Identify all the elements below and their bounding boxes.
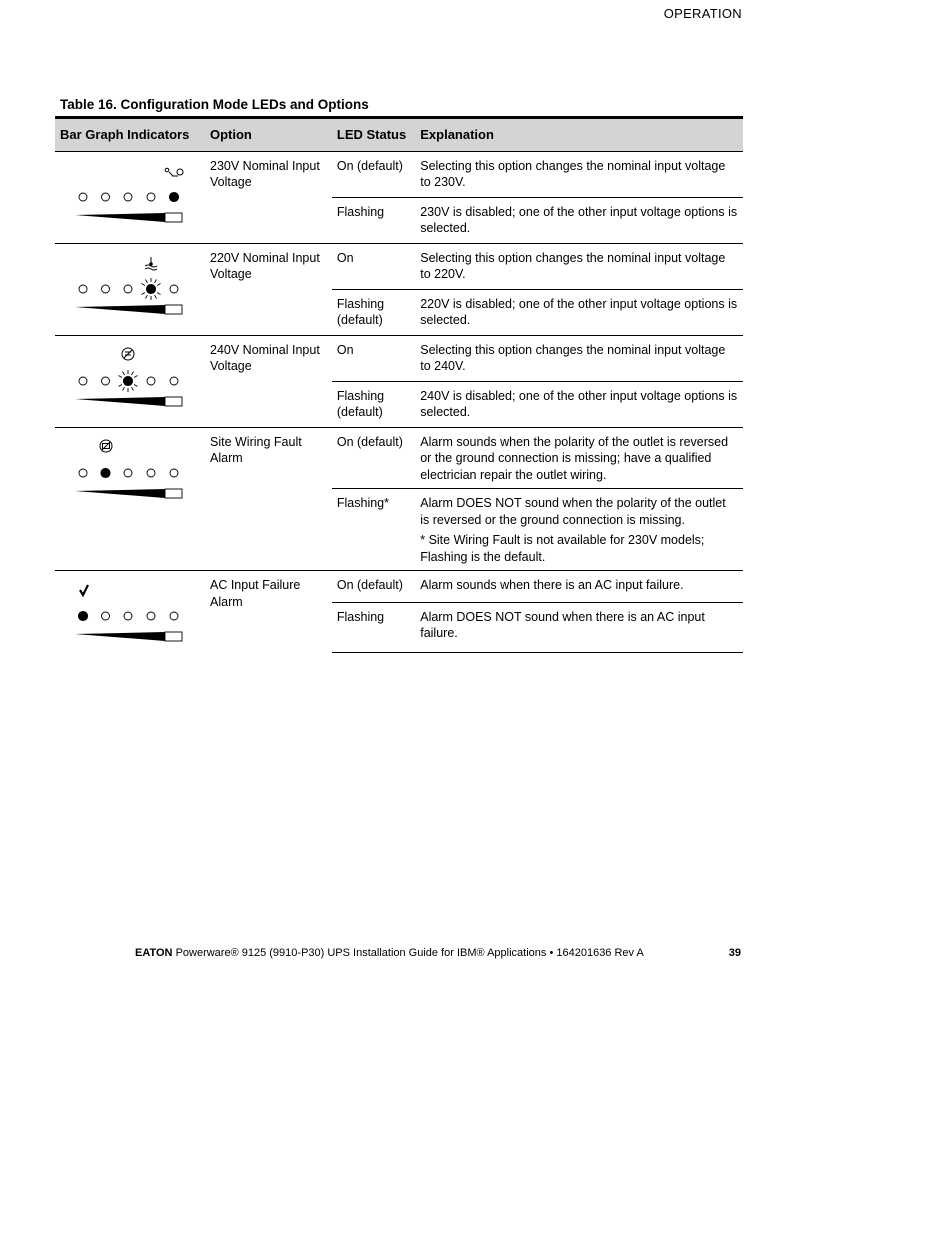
no-power-icon bbox=[122, 348, 134, 360]
bar-graph-wedge-icon bbox=[75, 632, 182, 641]
led-off-icon bbox=[102, 377, 110, 385]
led-off-icon bbox=[79, 377, 87, 385]
led-status: On (default) bbox=[332, 427, 415, 489]
led-off-icon bbox=[102, 193, 110, 201]
led-off-icon bbox=[147, 377, 155, 385]
table-row bbox=[55, 151, 743, 197]
led-on-icon bbox=[101, 468, 110, 477]
led-status: Flashing (default) bbox=[332, 289, 415, 335]
led-status: Flashing* bbox=[332, 489, 415, 571]
page-number: 39 bbox=[728, 947, 741, 959]
option-label: 240V Nominal Input Voltage bbox=[205, 335, 332, 427]
led-on-icon bbox=[146, 284, 155, 293]
led-off-icon bbox=[124, 612, 132, 620]
column-header: Bar Graph Indicators bbox=[55, 118, 205, 152]
led-on-icon bbox=[169, 192, 178, 201]
led-off-icon bbox=[79, 193, 87, 201]
footer-brand: EATON bbox=[135, 947, 173, 959]
bar-graph-indicator bbox=[55, 151, 205, 243]
option-label: 230V Nominal Input Voltage bbox=[205, 151, 332, 243]
column-header: Explanation bbox=[415, 118, 743, 152]
option-label: AC Input Failure Alarm bbox=[205, 571, 332, 653]
explanation: Selecting this option changes the nominal input voltage to 240V. bbox=[415, 335, 743, 381]
explanation: 220V is disabled; one of the other input voltage options is selected. bbox=[415, 289, 743, 335]
table-row bbox=[55, 571, 743, 603]
bar-graph-indicator bbox=[55, 335, 205, 427]
bar-graph-wedge-icon bbox=[75, 213, 182, 222]
bar-graph-wedge-icon bbox=[75, 489, 182, 498]
led-off-icon bbox=[170, 469, 178, 477]
led-status: Flashing bbox=[332, 602, 415, 652]
explanation bbox=[415, 489, 743, 571]
led-off-icon bbox=[102, 285, 110, 293]
explanation-text: Alarm DOES NOT sound when the polarity of the outlet is reversed or the ground connection is missing. bbox=[420, 496, 726, 527]
led-off-icon bbox=[124, 193, 132, 201]
led-off-icon bbox=[147, 469, 155, 477]
led-status: On bbox=[332, 243, 415, 289]
table-title: Table 16. Configuration Mode LEDs and Options bbox=[60, 97, 369, 112]
wrench-plug-icon bbox=[165, 168, 183, 176]
section-label: OPERATION bbox=[663, 6, 742, 21]
bar-graph-indicator bbox=[55, 427, 205, 571]
explanation: Selecting this option changes the nominal input voltage to 220V. bbox=[415, 243, 743, 289]
led-off-icon bbox=[79, 285, 87, 293]
page-footer bbox=[135, 947, 741, 959]
table-row bbox=[55, 427, 743, 489]
led-off-icon bbox=[170, 285, 178, 293]
thermometer-icon bbox=[145, 257, 157, 270]
led-off-icon bbox=[124, 469, 132, 477]
column-header: LED Status bbox=[332, 118, 415, 152]
option-label: 220V Nominal Input Voltage bbox=[205, 243, 332, 335]
explanation: Selecting this option changes the nominal input voltage to 230V. bbox=[415, 151, 743, 197]
led-off-icon bbox=[170, 612, 178, 620]
led-status: On (default) bbox=[332, 151, 415, 197]
configuration-table bbox=[55, 116, 743, 653]
table-header-row bbox=[55, 118, 743, 152]
led-off-icon bbox=[147, 612, 155, 620]
table-row bbox=[55, 335, 743, 381]
led-status: On (default) bbox=[332, 571, 415, 603]
column-header: Option bbox=[205, 118, 332, 152]
led-indicator-graphic bbox=[60, 434, 200, 514]
led-on-icon bbox=[123, 376, 132, 385]
explanation: Alarm sounds when there is an AC input failure. bbox=[415, 571, 743, 603]
led-off-icon bbox=[147, 193, 155, 201]
led-status: Flashing bbox=[332, 197, 415, 243]
bar-graph-indicator bbox=[55, 571, 205, 653]
explanation: 240V is disabled; one of the other input voltage options is selected. bbox=[415, 381, 743, 427]
site-wiring-icon bbox=[100, 440, 112, 452]
led-indicator-graphic bbox=[60, 342, 200, 422]
led-off-icon bbox=[170, 377, 178, 385]
led-off-icon bbox=[102, 612, 110, 620]
bar-graph-indicator bbox=[55, 243, 205, 335]
led-indicator-graphic bbox=[60, 250, 200, 330]
led-status: Flashing (default) bbox=[332, 381, 415, 427]
led-off-icon bbox=[79, 469, 87, 477]
check-icon bbox=[80, 585, 88, 595]
led-indicator-graphic bbox=[60, 577, 200, 647]
led-on-icon bbox=[78, 611, 87, 620]
explanation: Alarm sounds when the polarity of the outlet is reversed or the ground connection is missing; have a qualified electrician repair the outlet wiring. bbox=[415, 427, 743, 489]
footnote: * Site Wiring Fault is not available for 230V models; Flashing is the default. bbox=[420, 533, 705, 564]
led-off-icon bbox=[124, 285, 132, 293]
explanation: 230V is disabled; one of the other input voltage options is selected. bbox=[415, 197, 743, 243]
bar-graph-wedge-icon bbox=[75, 397, 182, 406]
bar-graph-wedge-icon bbox=[75, 305, 182, 314]
option-label: Site Wiring Fault Alarm bbox=[205, 427, 332, 571]
led-indicator-graphic bbox=[60, 158, 200, 238]
footer-text: Powerware® 9125 (9910-P30) UPS Installation Guide for IBM® Applications • 164201636 Rev A bbox=[175, 947, 644, 959]
table-row bbox=[55, 243, 743, 289]
led-status: On bbox=[332, 335, 415, 381]
explanation: Alarm DOES NOT sound when there is an AC input failure. bbox=[415, 602, 743, 652]
